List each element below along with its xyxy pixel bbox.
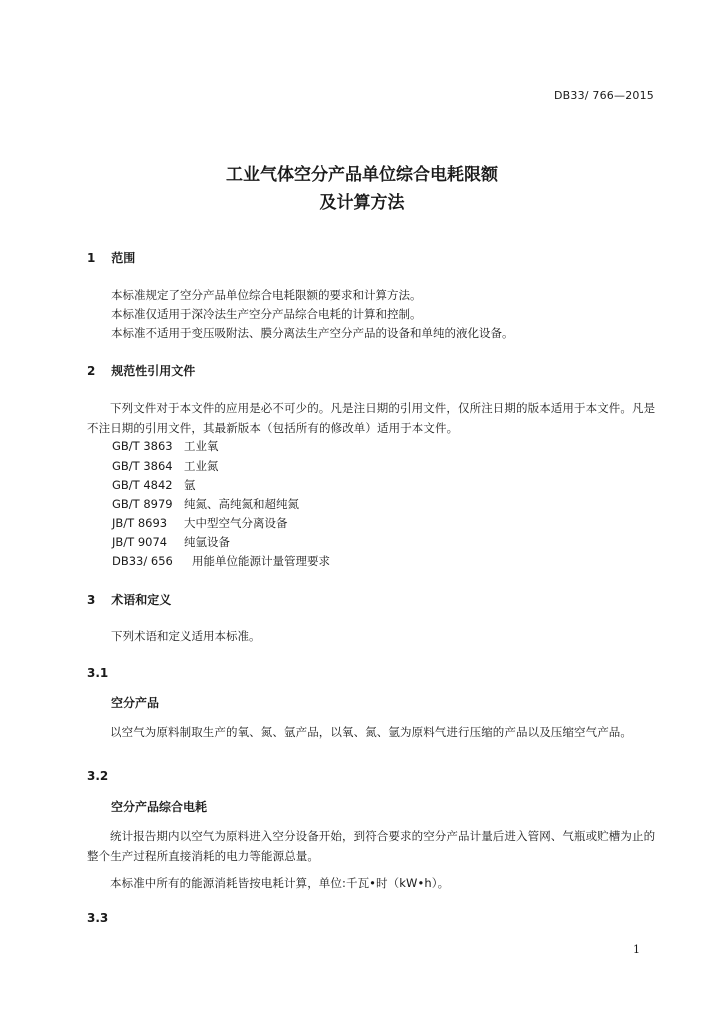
scope-line-2: 本标准仅适用于深冷法生产空分产品综合电耗的计算和控制。 [111, 307, 422, 321]
reference-item [112, 553, 330, 569]
section-title: 术语和定义 [111, 593, 172, 607]
reference-item [112, 458, 219, 474]
reference-code: GB/T 4842 [112, 478, 173, 492]
term-name: 空分产品 [111, 696, 160, 710]
reference-item [112, 477, 196, 493]
section-number: 1 [87, 251, 96, 265]
reference-item [112, 438, 219, 454]
term-number: 3.2 [87, 769, 109, 783]
term-definition: 以空气为原料制取生产的氧、氮、氩产品，以氧、氮、氩为原料气进行压缩的产品以及压缩空气产品。 [110, 725, 632, 739]
reference-code: GB/T 3864 [112, 459, 173, 473]
section-title: 规范性引用文件 [111, 364, 196, 378]
reference-title: 纯氮、高纯氮和超纯氮 [184, 497, 299, 511]
reference-title: 工业氧 [184, 439, 219, 453]
terms-intro: 下列术语和定义适用本标准。 [111, 629, 261, 643]
reference-title: 氩 [184, 478, 196, 492]
reference-code: GB/T 8979 [112, 497, 173, 511]
reference-code: DB33/ 656 [112, 554, 173, 568]
reference-code: GB/T 3863 [112, 439, 173, 453]
term-name: 空分产品综合电耗 [111, 800, 208, 814]
section-title: 范围 [111, 251, 136, 265]
reference-code: JB/T 8693 [112, 516, 168, 530]
section-heading-terms-definitions [87, 591, 171, 608]
page-number: 1 [633, 943, 640, 956]
document-title: 工业气体空分产品单位综合电耗限额 [226, 165, 498, 185]
section-heading-scope [87, 249, 135, 266]
document-title-line2: 及计算方法 [319, 193, 405, 213]
document-code: DB33/ 766—2015 [553, 89, 654, 102]
term-note: 本标准中所有的能源消耗皆按电耗计算，单位:千瓦•时（kW•h）。 [110, 876, 450, 890]
reference-title: 用能单位能源计量管理要求 [192, 554, 330, 568]
section-heading-normative-references [87, 362, 195, 379]
term-number: 3.3 [87, 911, 109, 925]
section-number: 3 [87, 593, 96, 607]
reference-item [112, 534, 230, 550]
term-number: 3.1 [87, 666, 109, 680]
reference-title: 工业氮 [184, 459, 219, 473]
reference-code: JB/T 9074 [112, 535, 168, 549]
reference-title: 大中型空气分离设备 [184, 516, 288, 530]
reference-title: 纯氩设备 [184, 535, 230, 549]
reference-item [112, 496, 299, 512]
reference-item [112, 515, 288, 531]
section-number: 2 [87, 364, 96, 378]
references-intro-paragraph: 下列文件对于本文件的应用是必不可少的。凡是注日期的引用文件，仅所注日期的版本适用于本文件。凡是不注日期的引用文件，其最新版本（包括所有的修改单）适用于本文件。 [87, 401, 656, 435]
scope-line-3: 本标准不适用于变压吸附法、膜分离法生产空分产品的设备和单纯的液化设备。 [111, 326, 514, 340]
scope-line-1: 本标准规定了空分产品单位综合电耗限额的要求和计算方法。 [111, 288, 422, 302]
term-definition: 统计报告期内以空气为原料进入空分设备开始，到符合要求的空分产品计量后进入管网、气瓶或贮槽为止的整个生产过程所直接消耗的电力等能源总量。 [87, 829, 656, 863]
